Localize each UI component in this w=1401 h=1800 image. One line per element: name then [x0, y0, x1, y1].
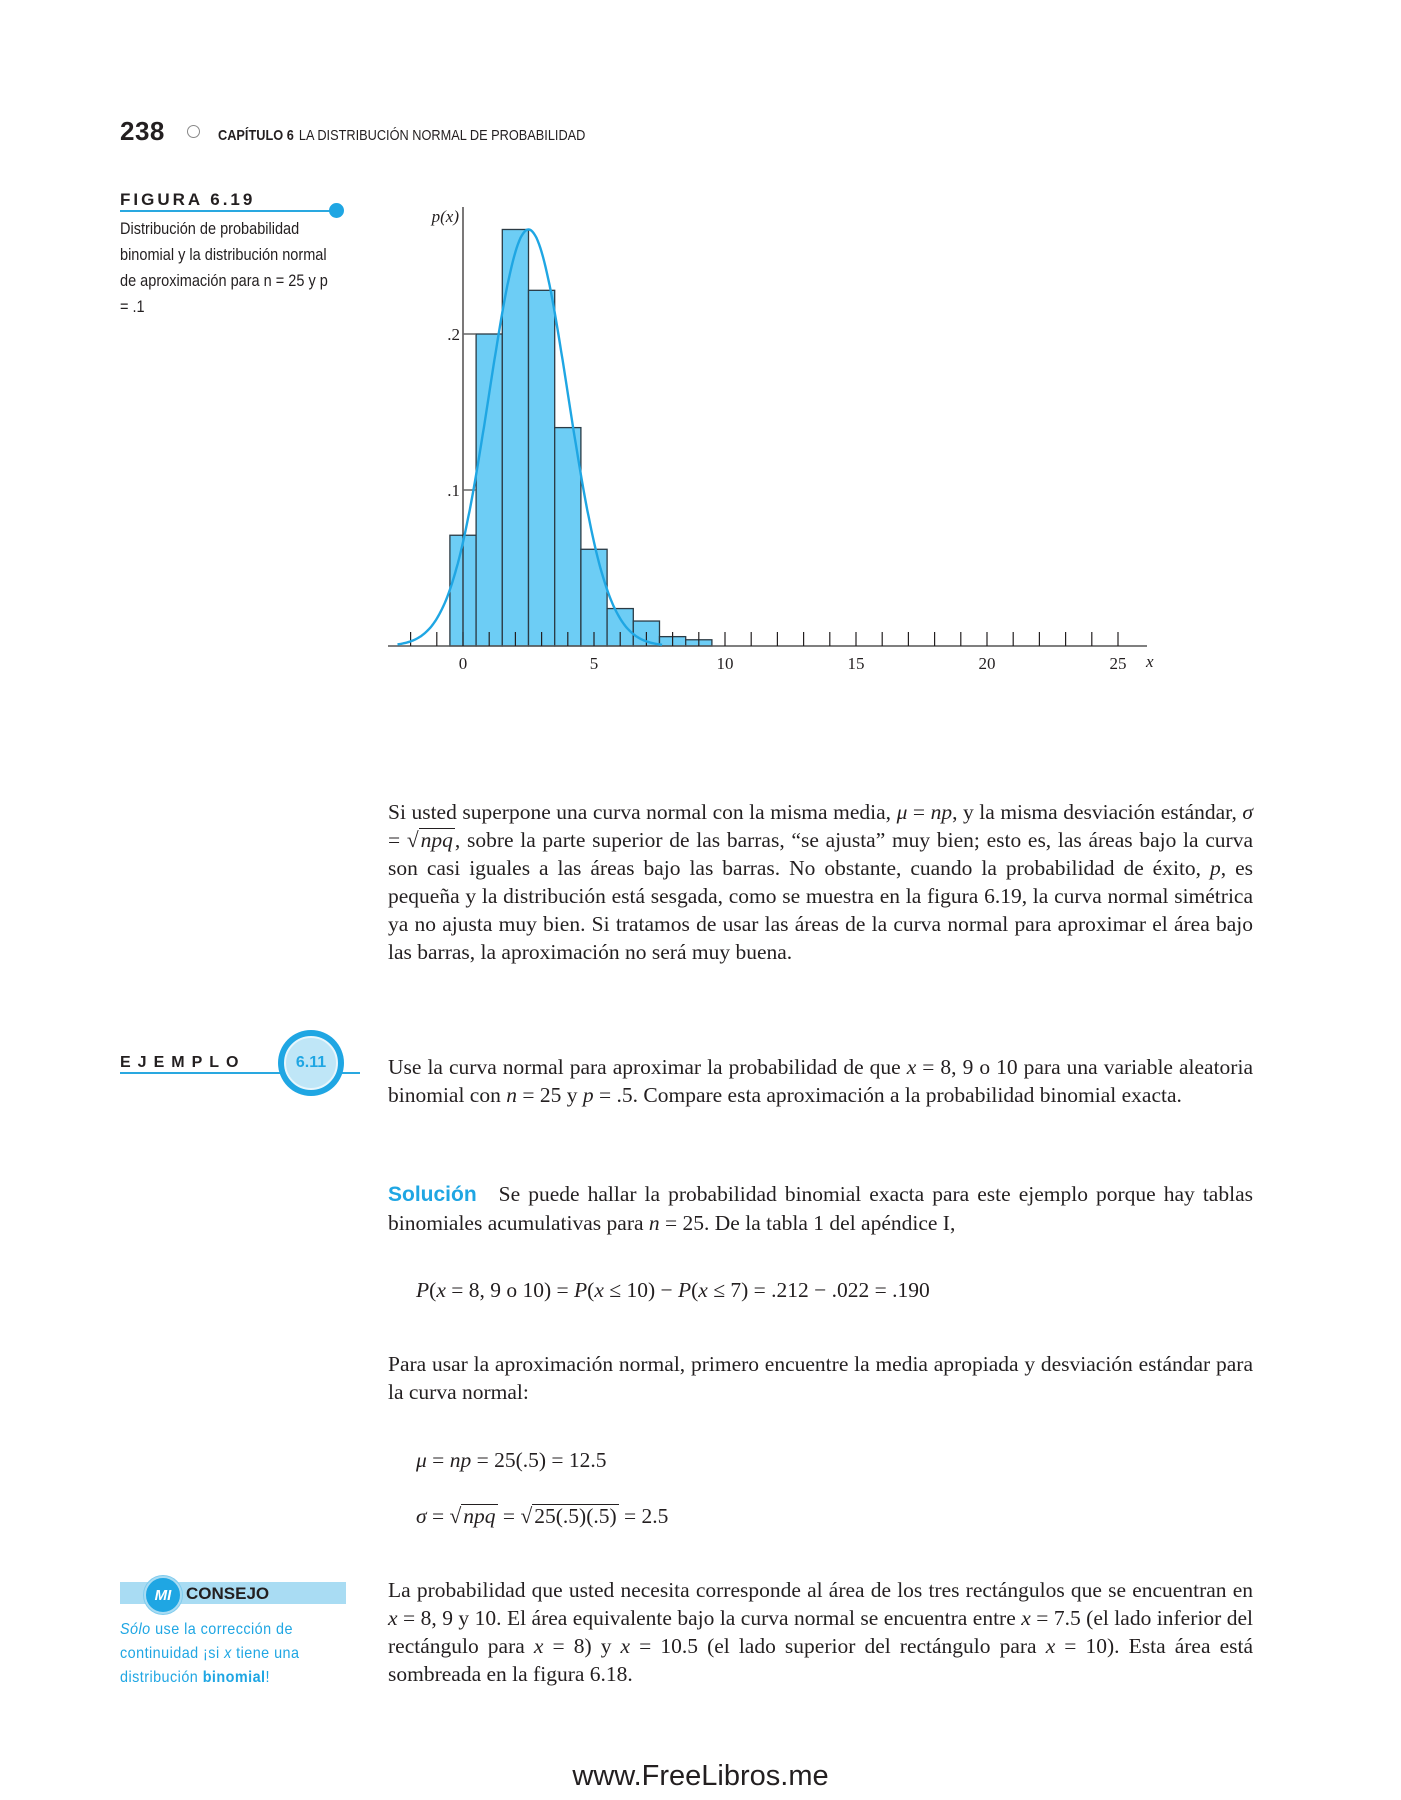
circle-bullet-icon: [187, 125, 200, 138]
histogram-bar: [555, 428, 581, 646]
tip-text-part: use la corrección de continuidad ¡si: [120, 1621, 293, 1662]
chapter-title: LA DISTRIBUCIÓN NORMAL DE PROBABILIDAD: [298, 127, 586, 144]
histogram-bars: [450, 229, 712, 646]
example-text: Use la curva normal para aproximar la probabilidad de que x = 8, 9 o 10 para una variable aleatoria binomial con n = 25 y p = .5. Compare esta aproximación a la probabilidad binomial exacta.: [388, 1055, 1253, 1107]
equation-exact-probability: P(x = 8, 9 o 10) = P(x ≤ 10) − P(x ≤ 7) = .212 − .022 = .190: [416, 1278, 930, 1302]
figure-caption: Distribución de probabilidad binomial y la distribución normal de aproximación para n = 25 y p = .1: [120, 220, 328, 316]
tip-bold: binomial: [202, 1669, 266, 1686]
svg-text:p(x): p(x): [431, 207, 459, 226]
svg-text:25: 25: [1109, 654, 1127, 673]
svg-text:20: 20: [978, 654, 996, 673]
example-label: EJEMPLO: [120, 1054, 246, 1071]
svg-text:.2: .2: [447, 325, 460, 344]
chapter-heading: [218, 127, 585, 144]
sqrt-npq: npq: [463, 1504, 496, 1528]
figure-dot-icon: [329, 203, 344, 218]
tip-text: [120, 1618, 354, 1690]
example-number: 6.11: [284, 1036, 338, 1090]
svg-text:.1: .1: [447, 481, 460, 500]
chapter-label: CAPÍTULO 6: [217, 127, 294, 144]
tip-text-part: !: [265, 1669, 270, 1686]
svg-text:x: x: [1146, 652, 1154, 671]
equals: =: [497, 1504, 521, 1528]
histogram-bar: [529, 290, 555, 646]
tip-variable: x: [224, 1645, 232, 1662]
solution-label: Solución: [388, 1183, 477, 1206]
svg-text:15: 15: [847, 654, 865, 673]
body-paragraph: Si usted superpone una curva normal con la misma media, μ = np, y la misma desviación estándar, σ = √npq, sobre la parte superior de las barras, “se ajusta” muy bien; esto es, las áreas bajo la curva son casi iguales a las áreas bajo las barras. No obstante, cuando la probabilidad de éxito, p, es pequeña y la distribución está sesgada, como se muestra en la figura 6.19, la curva normal simétrica ya no ajusta muy bien. Si tratamos de usar las áreas de la curva normal para aproximar el área bajo las barras, la aproximación no será muy buena.: [388, 800, 1253, 964]
running-header: [120, 116, 650, 147]
tip-badge: MI: [144, 1576, 182, 1614]
equation-result: = 2.5: [618, 1504, 669, 1528]
solution-paragraph: Solución Se puede hallar la probabilidad binomial exacta para este ejemplo porque hay tablas binomiales acumulativas para n = 25. De la tabla 1 del apéndice I,: [388, 1182, 1253, 1235]
histogram-bar: [476, 334, 502, 646]
example-number-badge: [278, 1030, 344, 1096]
figure-rule: [120, 210, 332, 212]
tip-title: CONSEJO: [186, 1584, 270, 1603]
page-number: 238: [120, 116, 165, 146]
equation-mean: μ = np = 25(.5) = 12.5: [416, 1448, 607, 1472]
svg-text:0: 0: [458, 654, 468, 673]
tip-emphasis: Sólo: [120, 1621, 151, 1638]
binomial-histogram-chart: [380, 195, 1180, 675]
figure-label: FIGURA 6.19: [120, 190, 256, 209]
svg-text:5: 5: [589, 654, 599, 673]
body-paragraph: La probabilidad que usted necesita corresponde al área de los tres rectángulos que se encuentran en x = 8, 9 y 10. El área equivalente bajo la curva normal se encuentra entre x = 7.5 (el lado inferior del rectángulo para x = 8) y x = 10.5 (el lado superior del rectángulo para x = 10). Esta área está sombreada en la figura 6.18.: [388, 1578, 1254, 1686]
svg-text:10: 10: [716, 654, 734, 673]
footer-watermark: www.FreeLibros.me: [572, 1760, 829, 1792]
equation-std-dev: σ = √npq = √25(.5)(.5) = 2.5: [416, 1504, 669, 1528]
body-paragraph: Para usar la aproximación normal, primero encuentre la media apropiada y desviación estándar para la curva normal:: [388, 1352, 1253, 1404]
histogram-bar: [581, 549, 607, 646]
tip-text-part: tiene una distribución: [120, 1645, 300, 1686]
sqrt-value: 25(.5)(.5): [534, 1504, 617, 1528]
